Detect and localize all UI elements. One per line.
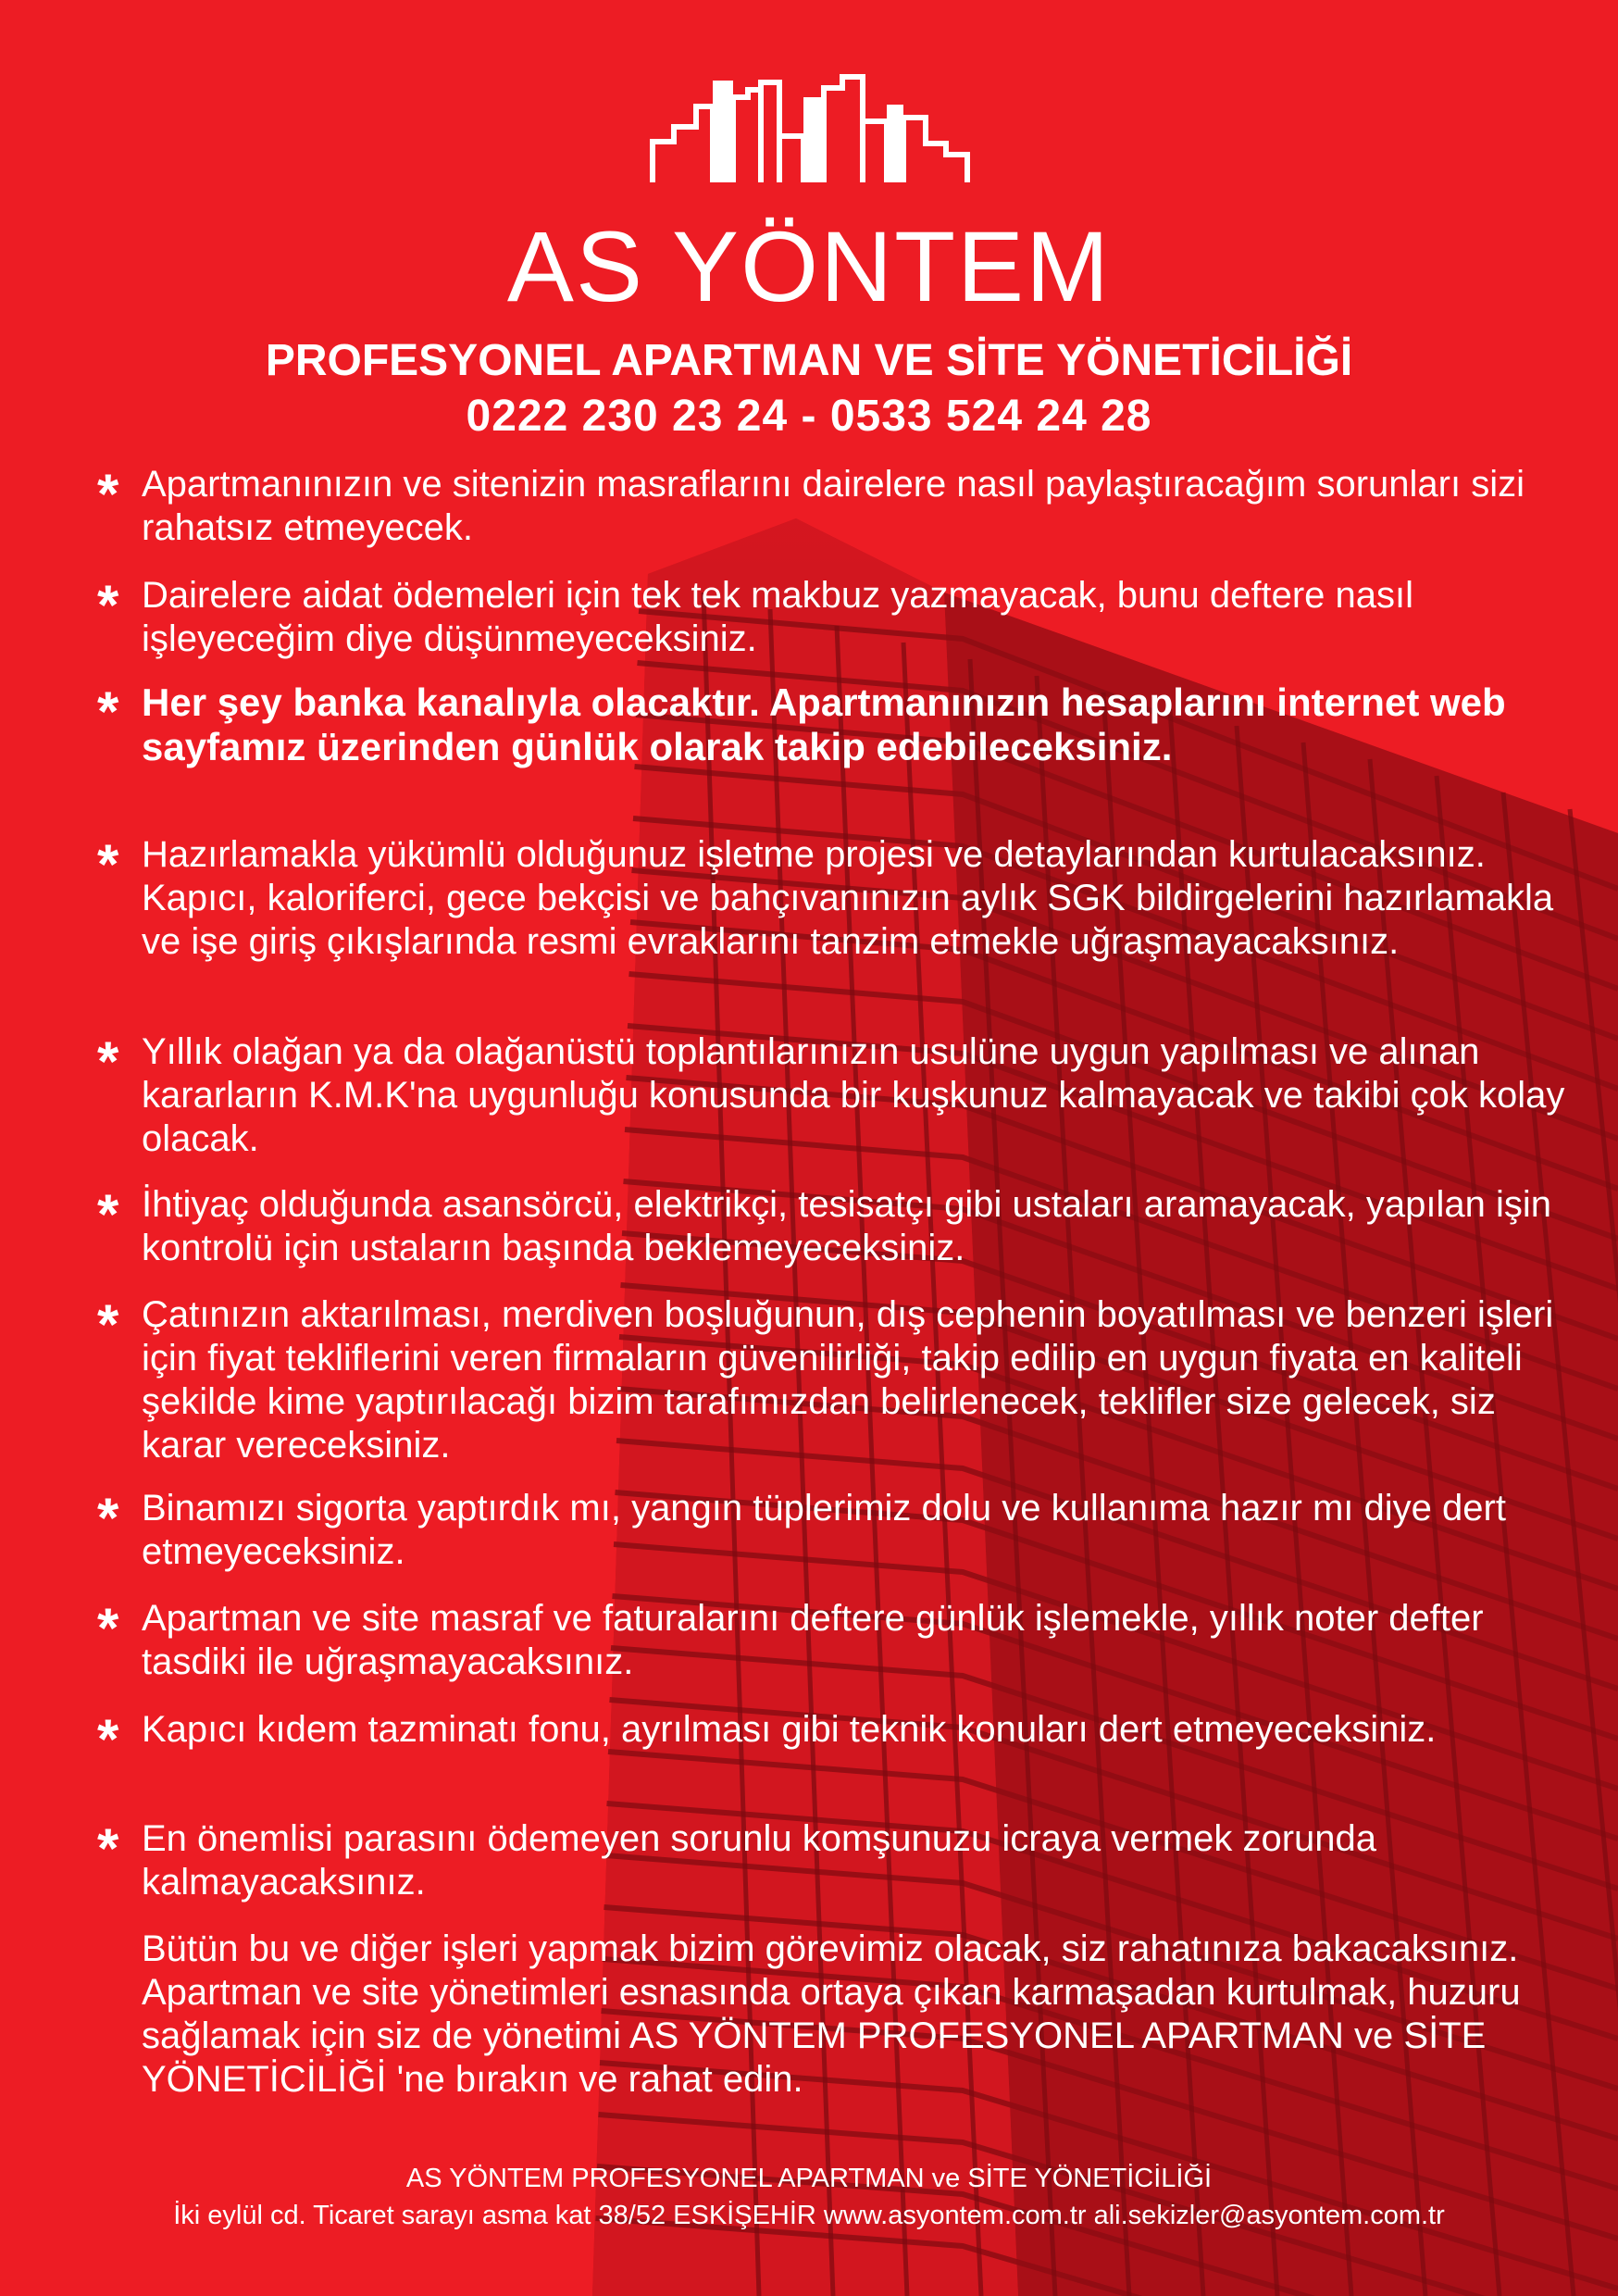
asterisk-bullet-icon: * <box>97 1487 119 1549</box>
list-item-text: Kapıcı kıdem tazminatı fonu, ayrılması gibi teknik konuları dert etmeyeceksiniz. <box>142 1709 1437 1750</box>
list-item-text: Dairelere aidat ödemeleri için tek tek makbuz yazmayacak, bunu deftere nasıl işleyeceğim diye düşünmeyeceksiniz. <box>142 575 1414 659</box>
closing-paragraph: Bütün bu ve diğer işleri yapmak bizim görevimiz olacak, siz rahatınıza bakacaksınız. Apartman ve site yönetimleri esnasında ortaya çıkan karmaşadan kurtulmak, huzuru sağlamak için siz de yönetimi AS YÖNTEM PROFESYONEL APARTMAN ve SİTE YÖNETİCİLİĞİ 'ne bırakın ve rahat edin. <box>142 1928 1521 2100</box>
asterisk-bullet-icon: * <box>97 1293 119 1355</box>
list-item-text: Hazırlamakla yükümlü olduğunuz işletme projesi ve detaylarından kurtulacaksınız. Kapıcı, kaloriferci, gece bekçisi ve bahçıvanınızın aylık SGK bildirgelerini hazırlamakla ve işe giriş çıkışlarında resmi evraklarını tanzim etmekle uğraşmayacaksınız. <box>142 834 1554 962</box>
list-item-text: Binamızı sigorta yaptırdık mı, yangın tüplerimiz dolu ve kullanıma hazır mı diye dert etmeyeceksiniz. <box>142 1488 1506 1572</box>
asterisk-bullet-icon: * <box>97 1183 119 1245</box>
list-item-text: En önemlisi parasını ödemeyen sorunlu komşunuzu icraya vermek zorunda kalmayacaksınız. <box>142 1818 1377 1903</box>
list-item-text: İhtiyaç olduğunda asansörcü, elektrikçi, tesisatçı gibi ustaları aramayacak, yapılan işin kontrolü için ustaların başında beklemeyeceksiniz. <box>142 1184 1551 1268</box>
footer-contact-line: İki eylül cd. Ticaret sarayı asma kat 38/52 ESKİŞEHİR www.asyontem.com.tr ali.sekizler@asyontem.com.tr <box>173 2201 1445 2230</box>
asterisk-bullet-icon: * <box>97 680 119 742</box>
list-item-text: Apartmanınızın ve sitenizin masraflarını dairelere nasıl paylaştıracağım sorunları sizi rahatsız etmeyecek. <box>142 464 1525 548</box>
list-item-text: Çatınızın aktarılması, merdiven boşluğunun, dış cephenin boyatılması ve benzeri işleri için fiyat tekliflerini veren firmaların güvenilirliği, takip edilip en uygun fiyata en kaliteli şekilde kime yaptırılacağı bizim tarafımızdan belirlenecek, teklifler size gelecek, siz karar vereceksiniz. <box>142 1294 1554 1466</box>
footer-company-name: AS YÖNTEM PROFESYONEL APARTMAN ve SİTE YÖNETİCİLİĞİ <box>405 2164 1213 2193</box>
asterisk-bullet-icon: * <box>97 1030 119 1092</box>
brand-name: AS YÖNTEM <box>506 210 1112 322</box>
asterisk-bullet-icon: * <box>97 574 119 636</box>
company-subtitle: PROFESYONEL APARTMAN VE SİTE YÖNETİCİLİĞİ <box>265 336 1353 385</box>
asterisk-bullet-icon: * <box>97 1817 119 1879</box>
asterisk-bullet-icon: * <box>97 1708 119 1770</box>
list-item-text: Yıllık olağan ya da olağanüstü toplantılarınızın usulüne uygun yapılması ve alınan kararların K.M.K'na uygunluğu konusunda bir kuşkunuz kalmayacak ve takibi çok kolay olacak. <box>142 1031 1565 1159</box>
list-item-text-highlight: Her şey banka kanalıyla olacaktır. Apartmanınızın hesaplarını internet web sayfamız üzerinden günlük olarak takip edebileceksiniz. <box>142 680 1506 768</box>
city-skyline-icon <box>648 69 972 185</box>
asterisk-bullet-icon: * <box>97 463 119 525</box>
phone-numbers: 0222 230 23 24 - 0533 524 24 28 <box>466 392 1152 441</box>
asterisk-bullet-icon: * <box>97 1597 119 1659</box>
asterisk-bullet-icon: * <box>97 833 119 895</box>
list-item-text: Apartman ve site masraf ve faturalarını deftere günlük işlemekle, yıllık noter defter tasdiki ile uğraşmayacaksınız. <box>142 1598 1484 1682</box>
